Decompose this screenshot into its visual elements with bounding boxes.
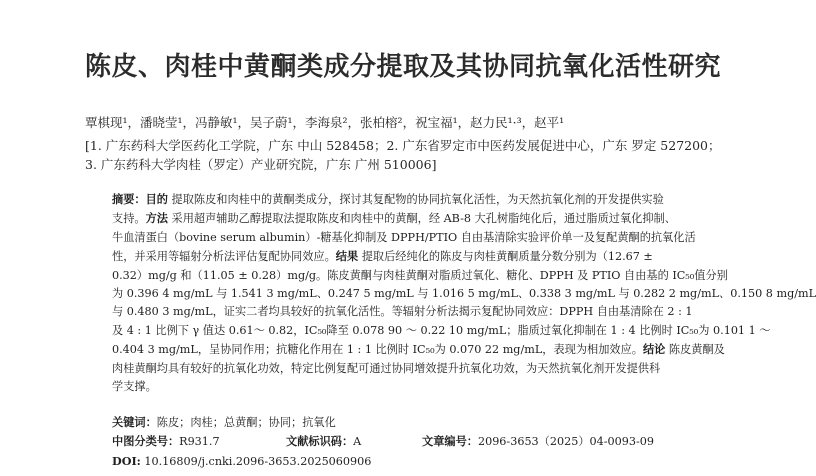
abstract-line: 肉桂黄酮均具有较好的抗氧化功效，特定比例复配可通过协同增效提升抗氧化功效，为天然抗氧化剂开发提供科: [112, 361, 661, 375]
keywords-value: 陈皮；肉桂；总黄酮；协同；抗氧化: [156, 416, 336, 429]
abstract-line: 性，并采用等辐射分析法评估复配协同效应。结果 提取后经纯化的陈皮与肉桂黄酮质量分数分别为（12.67 ±: [112, 249, 653, 264]
doi-label: DOI:: [112, 454, 141, 468]
article-number: 文章编号：2096-3653（2025）04-0093-09: [422, 434, 655, 448]
affiliations: [85, 136, 775, 174]
abstract-label: 摘要：: [112, 192, 146, 206]
abstract-line: 牛血清蛋白（bovine serum albumin）-糖基化抑制及 DPPH/PTIO 自由基清除实验评价单一及复配黄酮的抗氧化活: [112, 230, 696, 244]
keywords: [112, 413, 712, 432]
abstract-line: 摘要：目的 提取陈皮和肉桂中的黄酮类成分，探讨其复配物的协同抗氧化活性，为天然抗氧化剂的开发提供实验: [112, 192, 664, 206]
doi-row: [112, 452, 712, 471]
abstract-line: 0.404 3 mg/mL，呈协同作用；抗糖化作用在 1 : 1 比例时 IC₅₀为 0.070 22 mg/mL，表现为相加效应。结论 陈皮黄酮及: [112, 342, 725, 357]
abstract-line: 为 0.396 4 mg/mL 与 1.541 3 mg/mL、0.247 5 mg/mL 与 1.016 5 mg/mL、0.338 3 mg/mL 与 0.282 2 mg/mL、0.150 8 mg/mL: [112, 287, 816, 301]
abstract-objective-head: 目的: [145, 192, 168, 206]
abstract-line: 及 4 : 1 比例下 γ 值达 0.61～ 0.82，IC₅₀降至 0.078 90 ～ 0.22 10 mg/mL；脂质过氧化抑制在 1 : 4 比例时 IC₅₀为 0.101 1 ～: [112, 323, 771, 337]
abstract-result-head: 结果: [335, 249, 359, 264]
abstract-line: 学支撑。: [112, 380, 157, 394]
abstract-line: 0.32）mg/g 和（11.05 ± 0.28）mg/g。陈皮黄酮与肉桂黄酮对脂质过氧化、糖化、DPPH 及 PTIO 自由基的 IC₅₀值分别: [112, 268, 728, 282]
abstract-line: 支持。方法 采用超声辅助乙醇提取法提取陈皮和肉桂中的黄酮，经 AB-8 大孔树脂纯化后，通过脂质过氧化抑制、: [112, 211, 676, 226]
abstract-conclusion-head: 结论: [642, 342, 666, 357]
keywords-label: 关键词：: [112, 415, 157, 429]
document-code: 文献标识码：A: [286, 434, 362, 448]
author-list: 覃棋现¹，潘晓莹¹，冯静敏¹，吴子蔚¹，李海泉²，张柏榕²，祝宝福¹，赵力民¹·³，赵平¹: [85, 115, 565, 130]
abstract-line: 与 0.480 3 mg/mL，证实二者均具较好的抗氧化活性。等辐射分析法揭示复配协同效应：DPPH 自由基清除在 2 : 1: [112, 305, 693, 319]
affiliation-line: 3. 广东药科大学肉桂（罗定）产业研究院，广东 广州 510006]: [85, 157, 437, 172]
affiliation-line: [1. 广东药科大学医药化工学院，广东 中山 528458；2. 广东省罗定市中医药发展促进中心，广东 罗定 527200；: [85, 138, 721, 153]
abstract: [112, 190, 816, 396]
doi-link[interactable]: 10.16809/j.cnki.2096-3653.2025060906: [144, 455, 372, 468]
paper-title: 陈皮、肉桂中黄酮类成分提取及其协同抗氧化活性研究: [85, 52, 722, 82]
clc-number: 中图分类号：R931.7: [112, 434, 220, 448]
abstract-method-head: 方法: [145, 211, 168, 226]
